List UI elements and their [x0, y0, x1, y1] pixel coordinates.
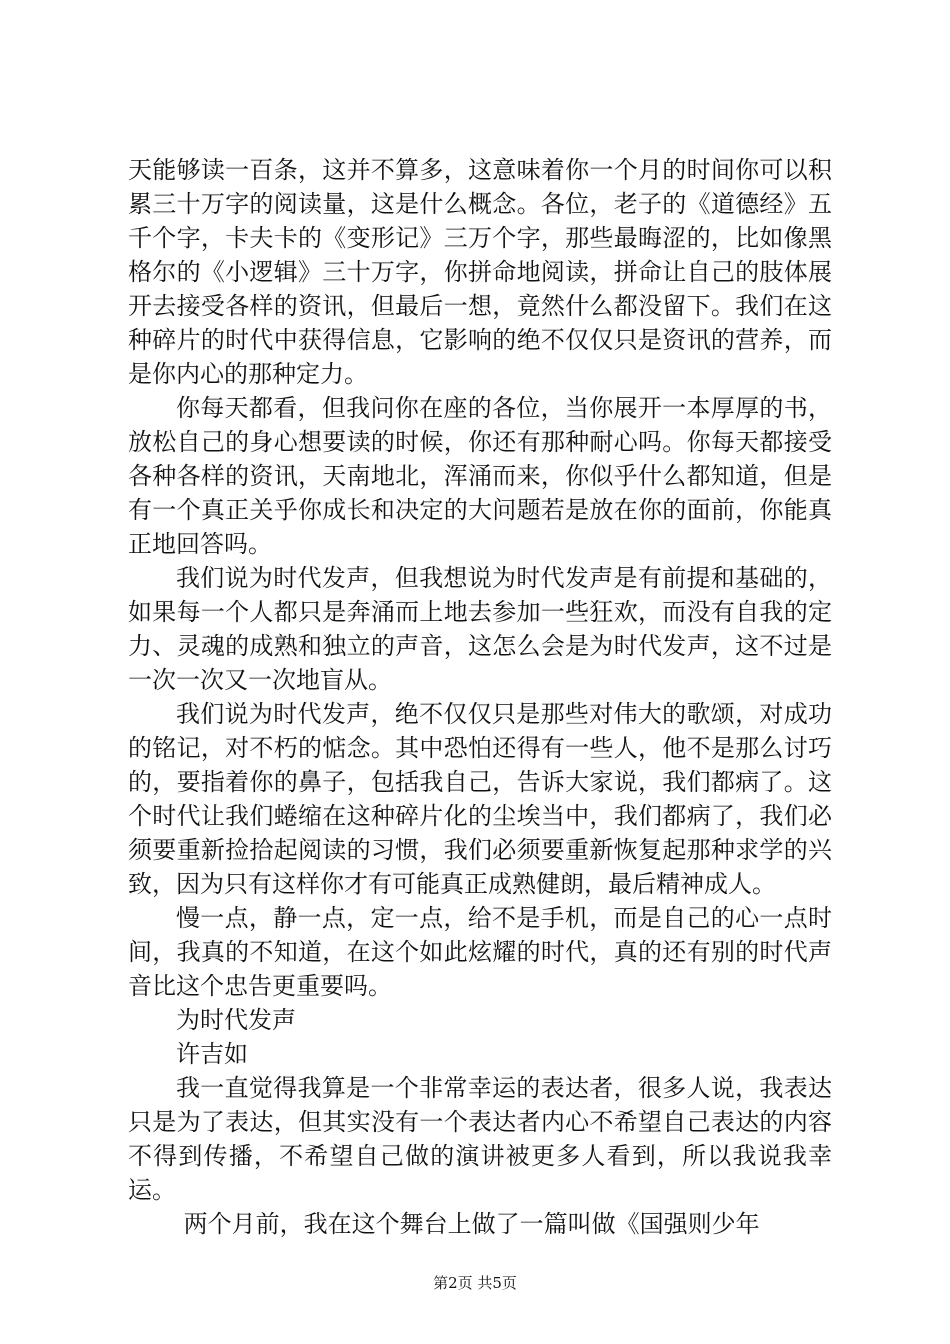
paragraph-patience: 你每天都看，但我问你在座的各位，当你展开一本厚厚的书，放松自己的身心想要读的时候，你还有那种耐心吗。你每天都接受各种各样的资讯，天南地北，浑涌而来，你似乎什么都知道，但是有一个真正关乎你成长和决定的大问题若是放在你的面前，你能真正地回答吗。: [128, 394, 832, 558]
paragraph-continued: 天能够读一百条，这并不算多，这意味着你一个月的时间你可以积累三十万字的阅读量，这是什么概念。各位，老子的《道德经》五千个字，卡夫卡的《变形记》三万个字，那些最晦涩的，比如像黑格尔的《小逻辑》三十万字，你拼命地阅读，拼命让自己的肢体展开去接受各样的资讯，但最后一想，竟然什么都没留下。我们在这种碎片的时代中获得信息，它影响的绝不仅仅只是资讯的营养，而是你内心的那种定力。: [128, 156, 832, 388]
paragraph-two-months-ago: 两个月前，我在这个舞台上做了一篇叫做《国强则少年: [176, 1210, 760, 1238]
section-title: 为时代发声: [176, 1006, 296, 1034]
paragraph-premise: 我们说为时代发声，但我想说为时代发声是有前提和基础的，如果每一个人都只是奔涌而上地去参加一些狂欢，而没有自我的定力、灵魂的成熟和独立的声音，这怎么会是为时代发声，这不过是一次一次又一次地盲从。: [128, 564, 832, 694]
paragraph-slow-down: 慢一点，静一点，定一点，给不是手机，而是自己的心一点时间，我真的不知道，在这个如此炫耀的时代，真的还有别的时代声音比这个忠告更重要吗。: [128, 904, 832, 1000]
document-body: [128, 153, 832, 1241]
page-footer: 第2页 共5页: [433, 1274, 517, 1292]
section-author: 许吉如: [176, 1040, 248, 1068]
paragraph-lucky-speaker: 我一直觉得我算是一个非常幸运的表达者，很多人说，我表达只是为了表达，但其实没有一个表达者内心不希望自己表达的内容不得到传播，不希望自己做的演讲被更多人看到，所以我说我幸运。: [128, 1074, 832, 1204]
paragraph-we-are-ill: 我们说为时代发声，绝不仅仅只是那些对伟大的歌颂，对成功的铭记，对不朽的惦念。其中恐怕还得有一些人，他不是那么讨巧的，要指着你的鼻子，包括我自己，告诉大家说，我们都病了。这个时代让我们蜷缩在这种碎片化的尘埃当中，我们都病了，我们必须要重新捡拾起阅读的习惯，我们必须要重新恢复起那种求学的兴致，因为只有这样你才有可能真正成熟健朗，最后精神成人。: [128, 700, 832, 898]
